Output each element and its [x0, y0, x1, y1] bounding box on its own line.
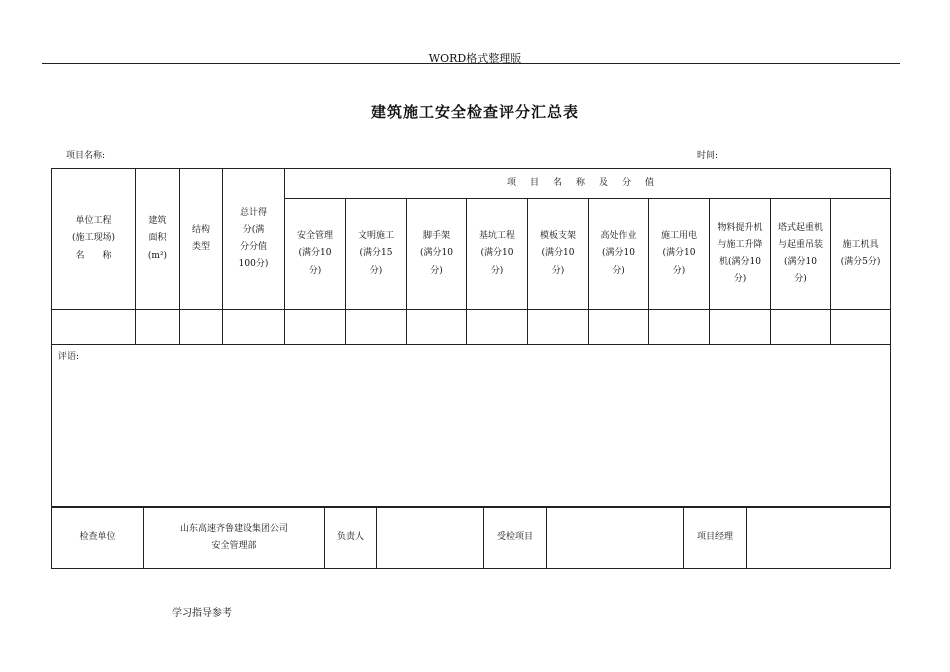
cell-building-area [136, 310, 180, 345]
cell-unit-name [52, 310, 136, 345]
cell-construction-machinery [831, 310, 891, 345]
col-structure-type: 结构 类型 [180, 169, 223, 310]
header-rule [42, 63, 900, 64]
inspect-unit-value: 山东高速齐鲁建设集团公司 安全管理部 [144, 508, 325, 569]
cell-work-at-height [589, 310, 649, 345]
col-item-civilized-construction: 文明施工 (满分15 分) [346, 199, 407, 310]
cell-total-score [223, 310, 285, 345]
cell-formwork-support [528, 310, 589, 345]
col-item-scaffolding: 脚手架 (满分10 分) [407, 199, 467, 310]
page-title: 建筑施工安全检查评分汇总表 [370, 103, 579, 121]
col-item-work-at-height: 高处作业 (满分10 分) [589, 199, 649, 310]
cell-civilized-construction [346, 310, 407, 345]
cell-scaffolding [407, 310, 467, 345]
col-total-score: 总计得 分(满 分分值 100分) [223, 169, 285, 310]
comment-label: 评语: [58, 352, 80, 362]
project-manager-value [747, 508, 891, 569]
col-item-formwork-support: 模板支架 (满分10 分) [528, 199, 589, 310]
page-footer: 学习指导参考 [172, 608, 232, 619]
cell-structure-type [180, 310, 223, 345]
col-building-area: 建筑 面积 (m²) [136, 169, 180, 310]
cell-construction-electricity [649, 310, 710, 345]
col-item-material-hoist: 物料提升机 与施工升降 机(满分10 分) [710, 199, 771, 310]
col-item-foundation-pit: 基坑工程 (满分10 分) [467, 199, 528, 310]
inspection-footer-table [51, 507, 891, 569]
project-name-label: 项目名称: [66, 151, 106, 161]
table-row [52, 310, 891, 345]
inspected-project-label: 受检项目 [484, 508, 547, 569]
col-item-tower-crane: 塔式起重机 与起重吊装 (满分10 分) [771, 199, 831, 310]
col-item-construction-machinery: 施工机具 (满分5分) [831, 199, 891, 310]
page-header: WORD格式整理版 [428, 52, 522, 65]
responsible-person-value [377, 508, 484, 569]
cell-safety-management [285, 310, 346, 345]
project-manager-label: 项目经理 [684, 508, 747, 569]
col-item-safety-management: 安全管理 (满分10 分) [285, 199, 346, 310]
time-label: 时间: [697, 151, 719, 161]
col-item-construction-electricity: 施工用电 (满分10 分) [649, 199, 710, 310]
cell-material-hoist [710, 310, 771, 345]
group-header-items: 项目名称及分值 [285, 169, 891, 199]
cell-tower-crane [771, 310, 831, 345]
cell-foundation-pit [467, 310, 528, 345]
inspected-project-value [547, 508, 684, 569]
comment-area [52, 345, 891, 507]
inspect-unit-label: 检查单位 [52, 508, 144, 569]
col-unit-name: 单位工程 (施工现场) 名 称 [52, 169, 136, 310]
responsible-person-label: 负责人 [325, 508, 377, 569]
score-summary-table [51, 168, 891, 507]
